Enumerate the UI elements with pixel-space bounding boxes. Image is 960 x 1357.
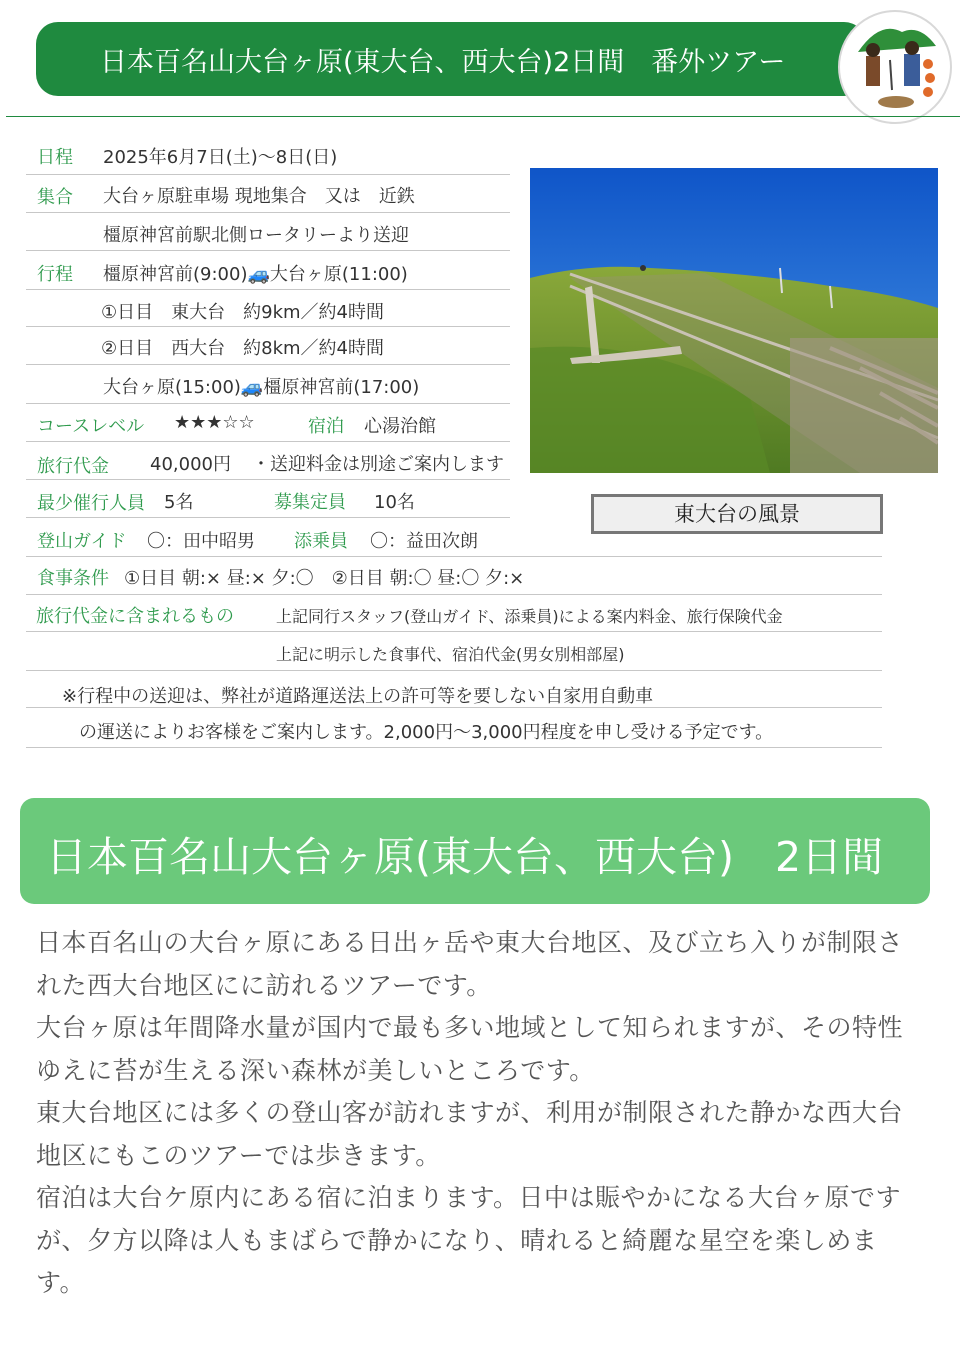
stay-label: 宿泊 (308, 416, 344, 437)
divider (26, 707, 882, 708)
schedule-value: 2025年6月7日(土)〜8日(日) (103, 147, 338, 168)
logo (838, 10, 952, 124)
guide-value: 〇：田中昭男 (147, 531, 255, 552)
divider (26, 441, 510, 442)
price-note: ・送迎料金は別途ご案内します (252, 454, 504, 475)
capacity-label: 募集定員 (274, 492, 346, 513)
itinerary-return-destination: 橿原神宮前(17:00) (263, 377, 420, 398)
divider (26, 364, 510, 365)
itinerary-label: 行程 (37, 264, 73, 285)
photo-caption: 東大台の風景 (591, 494, 883, 534)
itinerary-line-4 (103, 373, 419, 399)
escort-value: 〇：益田次朗 (370, 531, 478, 552)
capacity-value: 10名 (374, 492, 415, 513)
guide-label: 登山ガイド (37, 531, 127, 552)
itinerary-destination: 大台ヶ原(11:00) (269, 264, 408, 285)
min-participants-value: 5名 (164, 492, 194, 513)
paragraph: 日本百名山の大台ヶ原にある日出ヶ岳や東大台地区、及び立ち入りが制限された西大台地区にに訪れるツアーです。 (36, 928, 904, 1000)
divider (26, 289, 510, 290)
divider (26, 747, 882, 748)
included-line-1: 上記同行スタッフ(登山ガイド、添乗員)による案内料金、旅行保険代金 (276, 607, 783, 626)
section-title: 日本百名山大台ヶ原(東大台、西大台) 2日間 (46, 833, 884, 881)
car-icon: 🚙 (240, 377, 264, 398)
divider (26, 403, 510, 404)
divider (26, 670, 882, 671)
meals-value: ①日目 朝:× 昼:× 夕:〇 ②日目 朝:〇 昼:〇 夕:× (124, 568, 525, 589)
stay-value: 心湯治館 (364, 416, 436, 437)
min-participants-label: 最少催行人員 (37, 493, 145, 514)
meals-label: 食事条件 (37, 568, 109, 589)
schedule-label: 日程 (37, 147, 73, 168)
divider (26, 174, 510, 175)
divider (26, 594, 882, 595)
car-icon: 🚙 (247, 264, 270, 285)
divider (26, 479, 510, 480)
level-stars: ★★★☆☆ (174, 412, 255, 433)
itinerary-line-3: ②日目 西大台 約8km／約4時間 (101, 338, 384, 359)
divider (26, 326, 510, 327)
transport-note-2: の運送によりお客様をご案内します。2,000円〜3,000円程度を申し受ける予定です。 (79, 722, 774, 743)
meeting-value-2: 橿原神宮前駅北側ロータリーより送迎 (103, 225, 409, 246)
landscape-photo (530, 168, 938, 473)
divider (26, 250, 510, 251)
itinerary-origin: 橿原神宮前(9:00) (103, 264, 248, 285)
itinerary-return-origin: 大台ヶ原(15:00) (103, 377, 241, 398)
meeting-value-1: 大台ヶ原駐車場 現地集合 又は 近鉄 (103, 186, 415, 207)
description (36, 922, 926, 1305)
meeting-label: 集合 (37, 187, 73, 208)
paragraph: 東大台地区には多くの登山客が訪れますが、利用が制限された静かな西大台地区にもこのツアーでは歩きます。 (36, 1098, 904, 1170)
paragraph: 宿泊は大台ケ原内にある宿に泊まります。日中は賑やかになる大台ヶ原ですが、夕方以降は人もまばらで静かになり、晴れると綺麗な星空を楽しめます。 (36, 1183, 902, 1297)
price-label: 旅行代金 (37, 456, 109, 477)
itinerary-line-2: ①日目 東大台 約9km／約4時間 (101, 302, 384, 323)
page-title: 日本百名山大台ヶ原(東大台、西大台)2日間 番外ツアー (100, 47, 786, 78)
header-divider (6, 116, 960, 117)
itinerary-line-1 (103, 260, 408, 286)
paragraph: 大台ヶ原は年間降水量が国内で最も多い地域として知られますが、その特性ゆえに苔が生える深い森林が美しいところです。 (36, 1013, 904, 1085)
divider (26, 631, 882, 632)
price-value: 40,000円 (150, 454, 231, 475)
included-label: 旅行代金に含まれるもの (36, 606, 234, 627)
transport-note-1: ※行程中の送迎は、弊社が道路運送法上の許可等を要しない自家用自動車 (62, 686, 654, 707)
divider (26, 212, 510, 213)
escort-label: 添乗員 (294, 531, 348, 552)
level-label: コースレベル (37, 416, 145, 437)
divider (26, 517, 510, 518)
divider (26, 556, 882, 557)
included-line-2: 上記に明示した食事代、宿泊代金(男女別相部屋) (276, 645, 625, 664)
